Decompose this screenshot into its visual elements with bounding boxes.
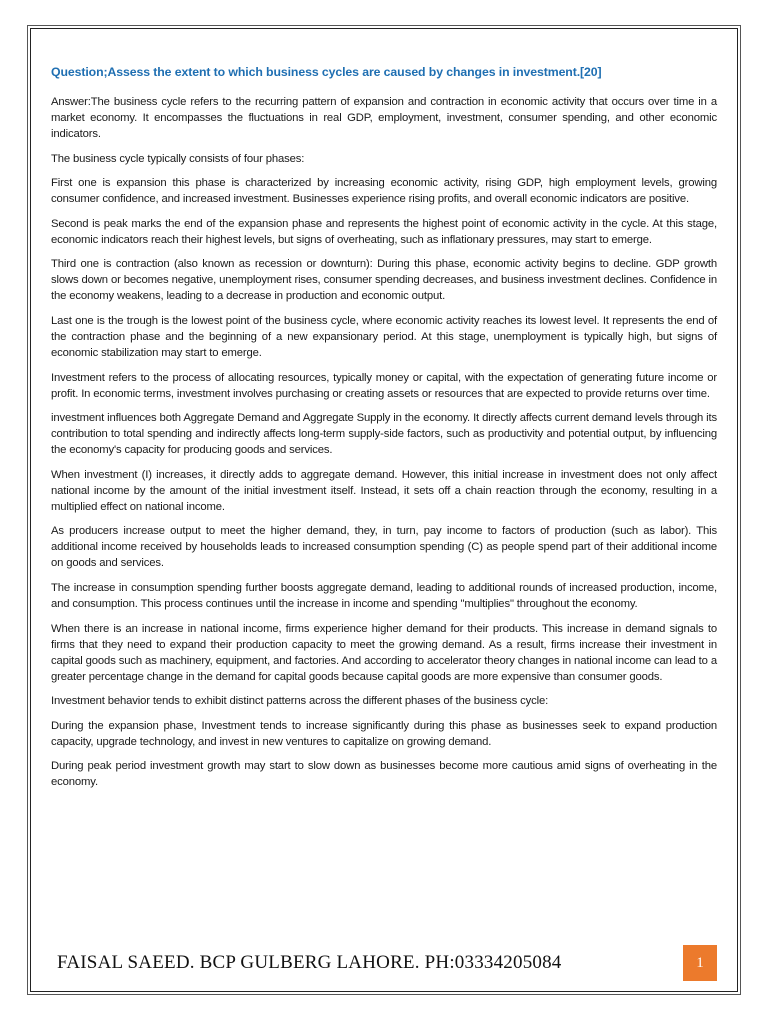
paragraph-four-phases: The business cycle typically consists of four phases: bbox=[51, 152, 305, 165]
paragraph-expansion-investment: During the expansion phase, Investment tends to increase significantly during this phase as businesses seek to expand production capacity, upgrade technology, and invest in new ventures to capitalize on growing demand. bbox=[51, 719, 717, 748]
page-number-badge bbox=[683, 945, 717, 981]
paragraph-investment-behavior: Investment behavior tends to exhibit distinct patterns across the different phases of the business cycle: bbox=[51, 695, 549, 708]
page-number: 1 bbox=[696, 954, 704, 971]
paragraph-multiplier-intro: When investment (I) increases, it directly adds to aggregate demand. However, this initial increase in investment does not only affect national income by the amount of the initial investment itself. Instead, it sets off a chain reaction through the economy, resulting in a multiplied effect on national income. bbox=[51, 468, 717, 513]
footer-author-contact: FAISAL SAEED. BCP GULBERG LAHORE. PH:03334205084 bbox=[57, 952, 562, 973]
paragraph-contraction: Third one is contraction (also known as recession or downturn): During this phase, economic activity begins to decline. GDP growth slows down or becomes negative, unemployment rises, consumer spending decreases, and business investment declines. Confidence in the economy weakens, leading to a decrease in production and economic output. bbox=[51, 258, 717, 303]
paragraph-accelerator: When there is an increase in national income, firms experience higher demand for their products. This increase in demand signals to firms that they need to expand their production capacity to meet the growing demand. As a result, firms increase their investment in capital goods such as machinery, equipment, and factories. And according to accelerator theory changes in national income can lead to a greater percentage change in the demand for capital goods because capital goods are more expensive than consumer goods. bbox=[51, 622, 717, 683]
paragraph-investment-ad-as: investment influences both Aggregate Demand and Aggregate Supply in the economy. It directly affects current demand levels through its contribution to total spending and indirectly affects long-term supply-side factors, such as productivity and potential output, by influencing the economy's capacity for producing goods and services. bbox=[51, 412, 717, 457]
paragraph-producers-output: As producers increase output to meet the higher demand, they, in turn, pay income to factors of production (such as labor). This additional income received by households leads to increased consumption spending (C) as people spend part of their additional income on goods and services. bbox=[51, 525, 717, 570]
paragraph-consumption-rounds: The increase in consumption spending further boosts aggregate demand, leading to additional rounds of increased production, income, and consumption. This process continues until the increase in income and spending "multiplies" throughout the economy. bbox=[51, 581, 717, 610]
question-heading: Question;Assess the extent to which business cycles are caused by changes in investment.[20] bbox=[51, 65, 602, 79]
paragraph-peak-investment: During peak period investment growth may start to slow down as businesses become more cautious amid signs of overheating in the economy. bbox=[51, 760, 717, 789]
document-body bbox=[51, 64, 717, 799]
paragraph-answer-intro: Answer:The business cycle refers to the recurring pattern of expansion and contraction in economic activity that occurs over time in a market economy. It encompasses the fluctuations in real GDP, employment, investment, consumer spending, and other economic indicators. bbox=[51, 96, 717, 140]
paragraph-trough: Last one is the trough is the lowest point of the business cycle, where economic activity reaches its lowest level. It represents the end of the contraction phase and the beginning of a new expansionary period. At this stage, unemployment is typically high, but signs of economic stabilization may start to emerge. bbox=[51, 314, 717, 359]
paragraph-investment-definition: Investment refers to the process of allocating resources, typically money or capital, with the expectation of generating future income or profit. In economic terms, investment involves purchasing or creating assets or resources that are expected to provide returns over time. bbox=[51, 371, 717, 400]
paragraph-expansion: First one is expansion this phase is characterized by increasing economic activity, rising GDP, high employment levels, growing consumer confidence, and increased investment. Businesses experience rising profits, and overall economic indicators are positive. bbox=[51, 177, 717, 206]
paragraph-peak: Second is peak marks the end of the expansion phase and represents the highest point of economic activity in the cycle. At this stage, economic indicators reach their highest levels, but signs of overheating, such as inflationary pressures, may start to emerge. bbox=[51, 217, 717, 246]
